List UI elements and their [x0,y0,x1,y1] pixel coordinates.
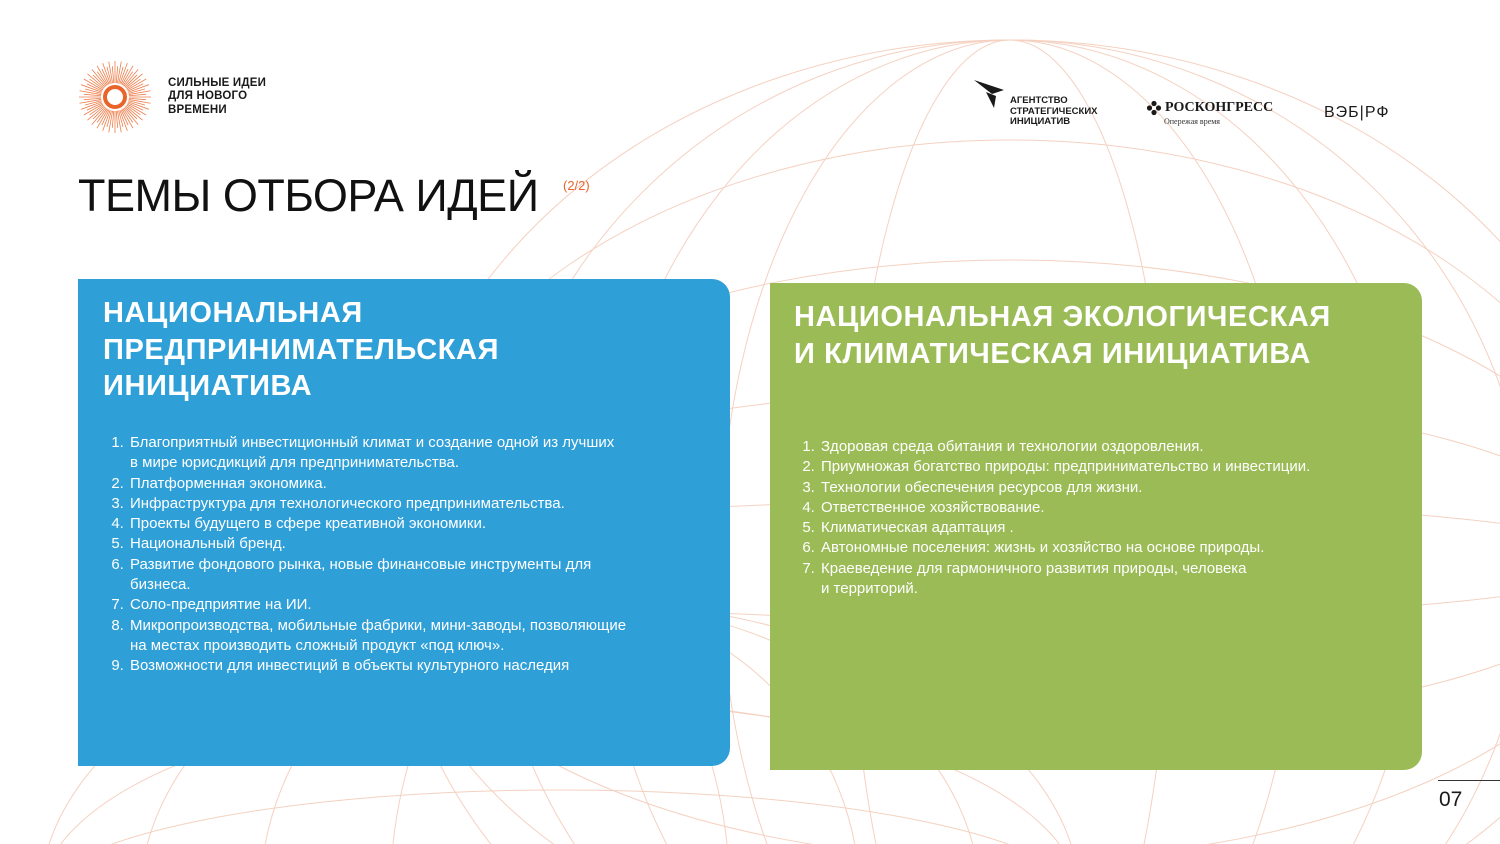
asi-text: АГЕНТСТВО СТРАТЕГИЧЕСКИХ ИНИЦИАТИВ [1010,95,1098,127]
list-item: 2. Приумножая богатство природы: предпринимательство и инвестиции. [819,457,1419,477]
list-item: 1. Здоровая среда обитания и технологии оздоровления. [819,437,1419,457]
list-item: 6. Развитие фондового рынка, новые финансовые инструменты для бизнеса. [128,555,728,596]
list-item: 7. Краеведение для гармоничного развития природы, человека и территорий. [819,559,1419,600]
asi-arrow-icon [972,76,1006,110]
partner-logos [972,76,1432,132]
topic-list [104,433,728,677]
list-item: 5. Национальный бренд. [128,534,728,554]
asi-logo [972,76,1098,128]
page-title-block [78,170,590,222]
page-title: ТЕМЫ ОТБОРА ИДЕЙ [78,170,539,221]
card-entrepreneurship-initiative [78,279,730,766]
page-number-divider [1438,780,1500,781]
brand-logo [78,60,266,134]
list-item: 4. Проекты будущего в сфере креативной экономики. [128,514,728,534]
roscongress-logo [1146,100,1273,126]
list-item: 3. Технологии обеспечения ресурсов для жизни. [819,478,1419,498]
card-title: НАЦИОНАЛЬНАЯ ПРЕДПРИНИМАТЕЛЬСКАЯ ИНИЦИАТИВА [103,297,500,402]
roscongress-name: РОСКОНГРЕСС [1165,100,1274,115]
veb-logo: ВЭБ|РФ [1324,104,1390,121]
card-title: НАЦИОНАЛЬНАЯ ЭКОЛОГИЧЕСКАЯ И КЛИМАТИЧЕСКАЯ ИНИЦИАТИВА [794,301,1331,370]
topic-list [795,437,1419,599]
list-item: 4. Ответственное хозяйствование. [819,498,1419,518]
list-item: 1. Благоприятный инвестиционный климат и создание одной из лучших в мире юрисдикций для предпринимательства. [128,433,728,474]
list-item: 7. Соло-предприятие на ИИ. [128,595,728,615]
roscongress-tagline: Опережая время [1164,117,1220,126]
card-ecology-climate-initiative [770,283,1422,770]
page-title-counter: (2/2) [563,178,590,193]
list-item: 2. Платформенная экономика. [128,474,728,494]
page-number: 07 [1439,788,1463,811]
list-item: 8. Микропроизводства, мобильные фабрики, мини-заводы, позволяющие на местах производить сложный продукт «под ключ». [128,616,728,657]
list-item: 3. Инфраструктура для технологического предпринимательства. [128,494,728,514]
roscongress-flower-icon [1146,100,1162,116]
list-item: 9. Возможности для инвестиций в объекты культурного наследия [128,656,728,676]
list-item: 6. Автономные поселения: жизнь и хозяйство на основе природы. [819,538,1419,558]
list-item: 5. Климатическая адаптация . [819,518,1419,538]
brand-text: СИЛЬНЫЕ ИДЕИ ДЛЯ НОВОГО ВРЕМЕНИ [168,76,267,116]
orange-radial-sun-icon [78,60,152,134]
